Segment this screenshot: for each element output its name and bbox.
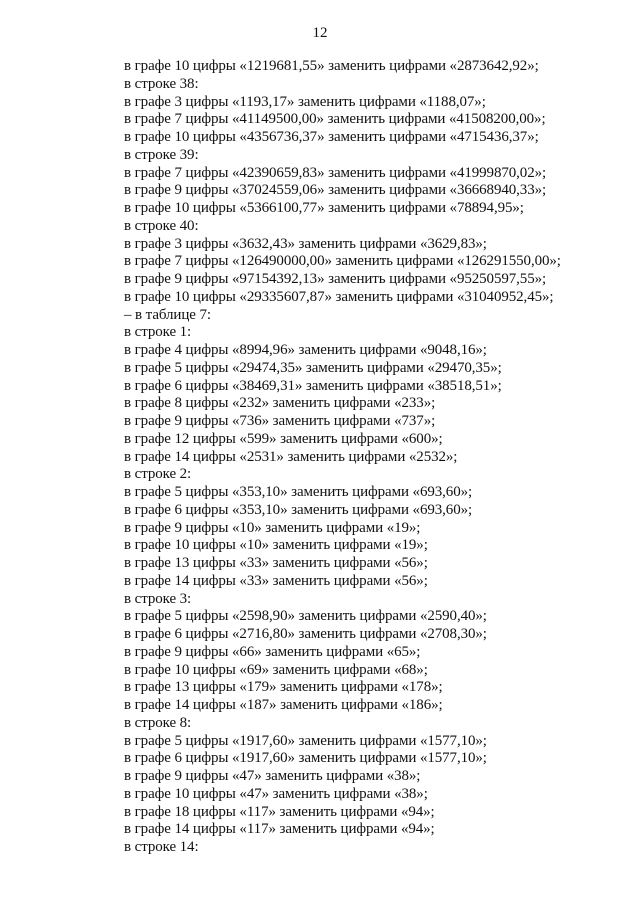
text-line: в строке 2: <box>124 466 192 483</box>
text-line: в графе 6 цифры «38469,31» заменить цифрами «38518,51»; <box>124 377 502 394</box>
text-line: в графе 5 цифры «29474,35» заменить цифрами «29470,35»; <box>124 359 502 376</box>
text-line: в графе 14 цифры «187» заменить цифрами «186»; <box>124 697 443 713</box>
text-line: в строке 38: <box>124 75 199 92</box>
text-line: в графе 12 цифры «599» заменить цифрами «600»; <box>124 430 443 447</box>
text-line: в графе 3 цифры «1193,17» заменить цифрами «1188,07»; <box>124 93 486 110</box>
text-line: в графе 5 цифры «353,10» заменить цифрами «693,60»; <box>124 484 473 500</box>
text-line: в графе 6 цифры «353,10» заменить цифрами «693,60»; <box>124 501 473 518</box>
text-line: в графе 6 цифры «2716,80» заменить цифрами «2708,30»; <box>124 626 487 642</box>
text-line: в графе 9 цифры «66» заменить цифрами «65»; <box>124 643 421 660</box>
text-line: в графе 13 цифры «179» заменить цифрами «178»; <box>124 679 443 696</box>
text-line: в графе 7 цифры «41149500,00» заменить цифрами «41508200,00»; <box>124 111 546 128</box>
text-line: в графе 18 цифры «117» заменить цифрами «94»; <box>124 803 435 820</box>
text-line: в графе 9 цифры «97154392,13» заменить цифрами «95250597,55»; <box>124 271 547 287</box>
text-line: – в таблице 7: <box>124 306 211 323</box>
text-line: в графе 14 цифры «117» заменить цифрами «94»; <box>124 821 435 838</box>
text-line: в строке 14: <box>124 839 199 855</box>
text-line: в графе 13 цифры «33» заменить цифрами «56»; <box>124 555 428 571</box>
text-line: в графе 10 цифры «4356736,37» заменить цифрами «4715436,37»; <box>124 129 539 145</box>
page-number: 12 <box>312 25 328 41</box>
text-line: в строке 1: <box>124 324 192 341</box>
document-body <box>124 58 624 857</box>
text-line: в графе 6 цифры «1917,60» заменить цифрами «1577,10»; <box>124 750 487 767</box>
text-line: в графе 14 цифры «2531» заменить цифрами «2532»; <box>124 448 458 465</box>
text-line: в графе 10 цифры «1219681,55» заменить цифрами «2873642,92»; <box>124 58 539 74</box>
text-line: в графе 9 цифры «37024559,06» заменить цифрами «36668940,33»; <box>124 182 547 199</box>
text-line: в графе 5 цифры «2598,90» заменить цифрами «2590,40»; <box>124 608 487 625</box>
text-line: в строке 40: <box>124 217 199 234</box>
text-line: в графе 9 цифры «10» заменить цифрами «19»; <box>124 519 421 536</box>
text-line: в графе 10 цифры «10» заменить цифрами «19»; <box>124 537 428 554</box>
text-line: в графе 10 цифры «69» заменить цифрами «68»; <box>124 661 428 678</box>
text-line: в графе 10 цифры «47» заменить цифрами «38»; <box>124 785 428 802</box>
text-line: в строке 8: <box>124 714 192 731</box>
text-line: в графе 9 цифры «736» заменить цифрами «737»; <box>124 413 436 429</box>
text-line: в графе 10 цифры «5366100,77» заменить цифрами «78894,95»; <box>124 200 524 216</box>
text-line: в графе 9 цифры «47» заменить цифрами «38»; <box>124 768 421 784</box>
text-line: в графе 7 цифры «42390659,83» заменить цифрами «41999870,02»; <box>124 164 547 181</box>
text-line: в графе 3 цифры «3632,43» заменить цифрами «3629,83»; <box>124 235 487 252</box>
text-line: в графе 8 цифры «232» заменить цифрами «233»; <box>124 395 436 412</box>
text-line: в графе 5 цифры «1917,60» заменить цифрами «1577,10»; <box>124 732 487 749</box>
text-line: в графе 7 цифры «126490000,00» заменить цифрами «126291550,00»; <box>124 253 561 270</box>
text-line: в графе 4 цифры «8994,96» заменить цифрами «9048,16»; <box>124 342 487 358</box>
text-line: в строке 39: <box>124 146 199 163</box>
text-line: в строке 3: <box>124 590 192 607</box>
text-line: в графе 14 цифры «33» заменить цифрами «56»; <box>124 572 428 589</box>
text-line: в графе 10 цифры «29335607,87» заменить цифрами «31040952,45»; <box>124 288 554 305</box>
